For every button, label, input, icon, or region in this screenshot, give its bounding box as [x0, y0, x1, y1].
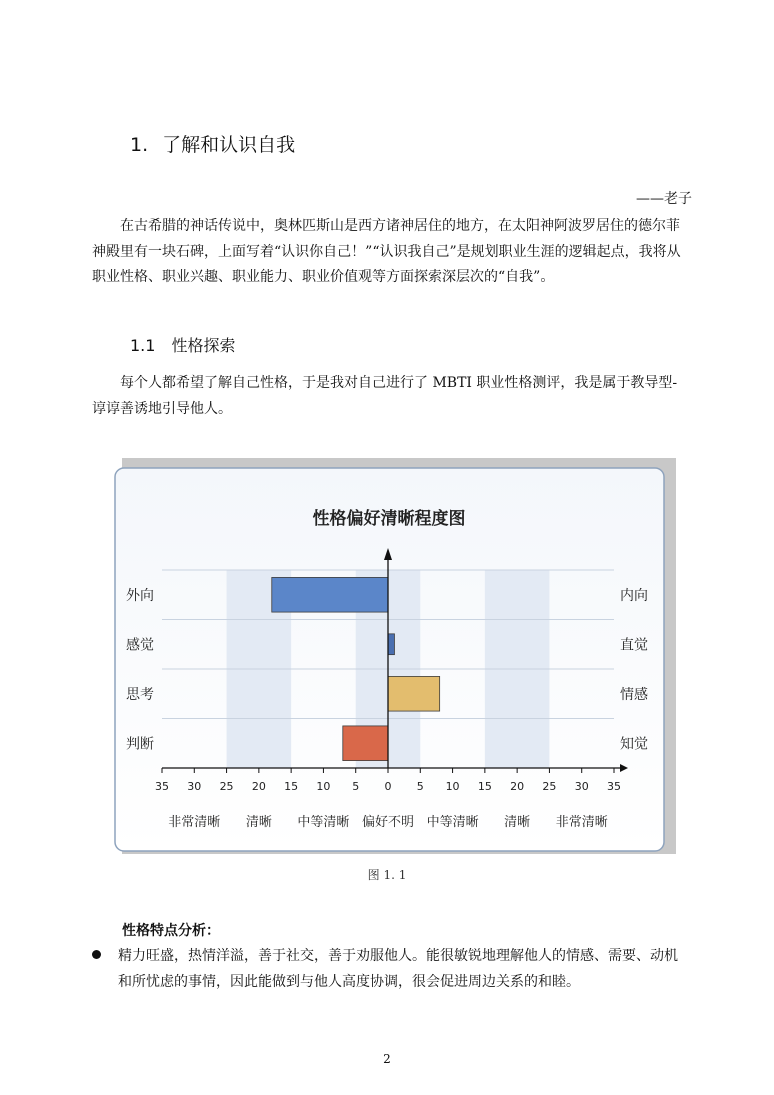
chart-tick-label: 25 — [219, 780, 234, 793]
chart-left-label: 思考 — [126, 686, 154, 703]
chart-category-label: 清晰 — [504, 815, 531, 830]
subsection-heading — [130, 333, 235, 356]
chart-category-label: 中等清晰 — [426, 815, 479, 830]
mbti-paragraph — [92, 371, 688, 422]
chart-right-label: 内向 — [620, 587, 648, 604]
analysis-title: 性格特点分析： — [122, 923, 220, 939]
chart-tick-label: 30 — [574, 780, 589, 793]
chart-category-label: 偏好不明 — [361, 815, 415, 830]
chart-tick-label: 20 — [510, 780, 525, 793]
chart-tick-label: 15 — [284, 780, 299, 793]
quote-attribution: ——老子 — [636, 191, 692, 207]
chart-bar-4 — [343, 726, 388, 761]
section-title: 了解和认识自我 — [162, 134, 296, 156]
chart-bar-3 — [388, 676, 440, 711]
intro-paragraph-text: 在古希腊的神话传说中，奥林匹斯山是西方诸神居住的地方，在太阳神阿波罗居住的德尔菲神殿里有一块石碑，上面写着“认识你自己！”“认识我自己”是规划职业生涯的逻辑起点，我将从职业性格、职业兴趣、职业能力、职业价值观等方面探索深层次的“自我”。 — [92, 218, 681, 285]
chart-tick-label: 35 — [607, 780, 621, 793]
chart-tick-label: 15 — [477, 780, 492, 793]
chart-category-label: 非常清晰 — [555, 815, 608, 830]
chart-tick-label: 25 — [542, 780, 557, 793]
figure-caption: 图 1. 1 — [367, 868, 407, 882]
chart-tick-label: 35 — [155, 780, 169, 793]
chart-tick-label: 10 — [445, 780, 460, 793]
chart-bar-1 — [272, 577, 388, 612]
chart-right-label: 直觉 — [620, 637, 648, 654]
chart-bar-2 — [388, 634, 394, 655]
chart-left-label: 外向 — [126, 587, 154, 604]
mbti-paragraph-text: 每个人都希望了解自己性格，于是我对自己进行了 MBTI 职业性格测评，我是属于教导型-谆谆善诱地引导他人。 — [92, 375, 678, 417]
chart-title: 性格偏好清晰程度图 — [312, 509, 466, 529]
subsection-title: 性格探索 — [171, 336, 236, 355]
chart-tick-label: 0 — [384, 780, 392, 793]
chart-svg — [114, 458, 676, 854]
chart-tick-label: 30 — [187, 780, 202, 793]
personality-chart — [114, 458, 676, 854]
page-number: 2 — [383, 1052, 391, 1066]
chart-category-label: 中等清晰 — [297, 815, 350, 830]
subsection-number: 1.1 — [130, 336, 156, 355]
section-number: 1. — [130, 134, 149, 156]
section-heading — [130, 130, 295, 157]
chart-tick-label: 10 — [316, 780, 331, 793]
chart-category-label: 非常清晰 — [168, 815, 221, 830]
chart-tick-label: 20 — [251, 780, 266, 793]
bullet-item: 精力旺盛，热情洋溢，善于社交，善于劝服他人。能很敏锐地理解他人的情感、需要、动机和所忧虑的事情，因此能做到与他人高度协调，很会促进周边关系的和睦。 — [118, 948, 678, 990]
chart-category-label: 清晰 — [245, 815, 272, 830]
chart-tick-label: 5 — [416, 780, 424, 793]
intro-paragraph — [92, 214, 688, 291]
chart-right-label: 情感 — [620, 686, 648, 703]
chart-tick-label: 5 — [352, 780, 360, 793]
bullet-icon — [92, 950, 101, 959]
chart-left-label: 判断 — [126, 736, 154, 753]
chart-right-label: 知觉 — [620, 736, 648, 753]
chart-left-label: 感觉 — [126, 637, 154, 654]
